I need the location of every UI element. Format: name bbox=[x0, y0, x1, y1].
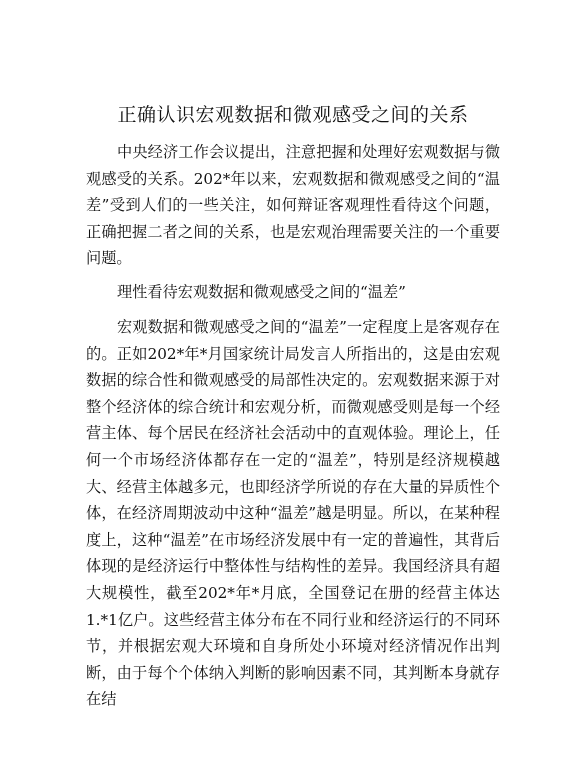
paragraph-body: 宏观数据和微观感受之间的“温差”一定程度上是客观存在的。正如202*年*月国家统计局发言人所指出的，这是由宏观数据的综合性和微观感受的局部性决定的。宏观数据来源于对整个经济体的综合统计和宏观分析，而微观感受则是每一个经营主体、每个居民在经济社会活动中的直观体验。理论上，任何一个市场经济体都存在一定的“温差”，特别是经济规模越大、经营主体越多元，也即经济学所说的存在大量的异质性个体，在经济周期波动中这种“温差”越是明显。所以，在某种程度上，这种“温差”在市场经济发展中有一定的普遍性，其背后体现的是经济运行中整体性与结构性的差异。我国经济具有超大规模性，截至202*年*月底，全国登记在册的经营主体达1.*1亿户。这些经营主体分布在不同行业和经济运行的不同环节，并根据宏观大环境和自身所处小环境对经济情况作出判断，由于每个个体纳入判断的影响因素不同，其判断本身就存在结 bbox=[86, 318, 500, 709]
paragraph-intro: 中央经济工作会议提出，注意把握和处理好宏观数据与微观感受的关系。202*年以来，宏观数据和微观感受之间的“温差”受到人们的一些关注，如何辩证客观理性看待这个问题，正确把握二者之间的关系，也是宏观治理需要关注的一个重要问题。 bbox=[86, 143, 500, 268]
document-title: 正确认识宏观数据和微观感受之间的关系 bbox=[117, 104, 469, 126]
section-heading: 理性看待宏观数据和微观感受之间的“温差” bbox=[117, 283, 406, 301]
